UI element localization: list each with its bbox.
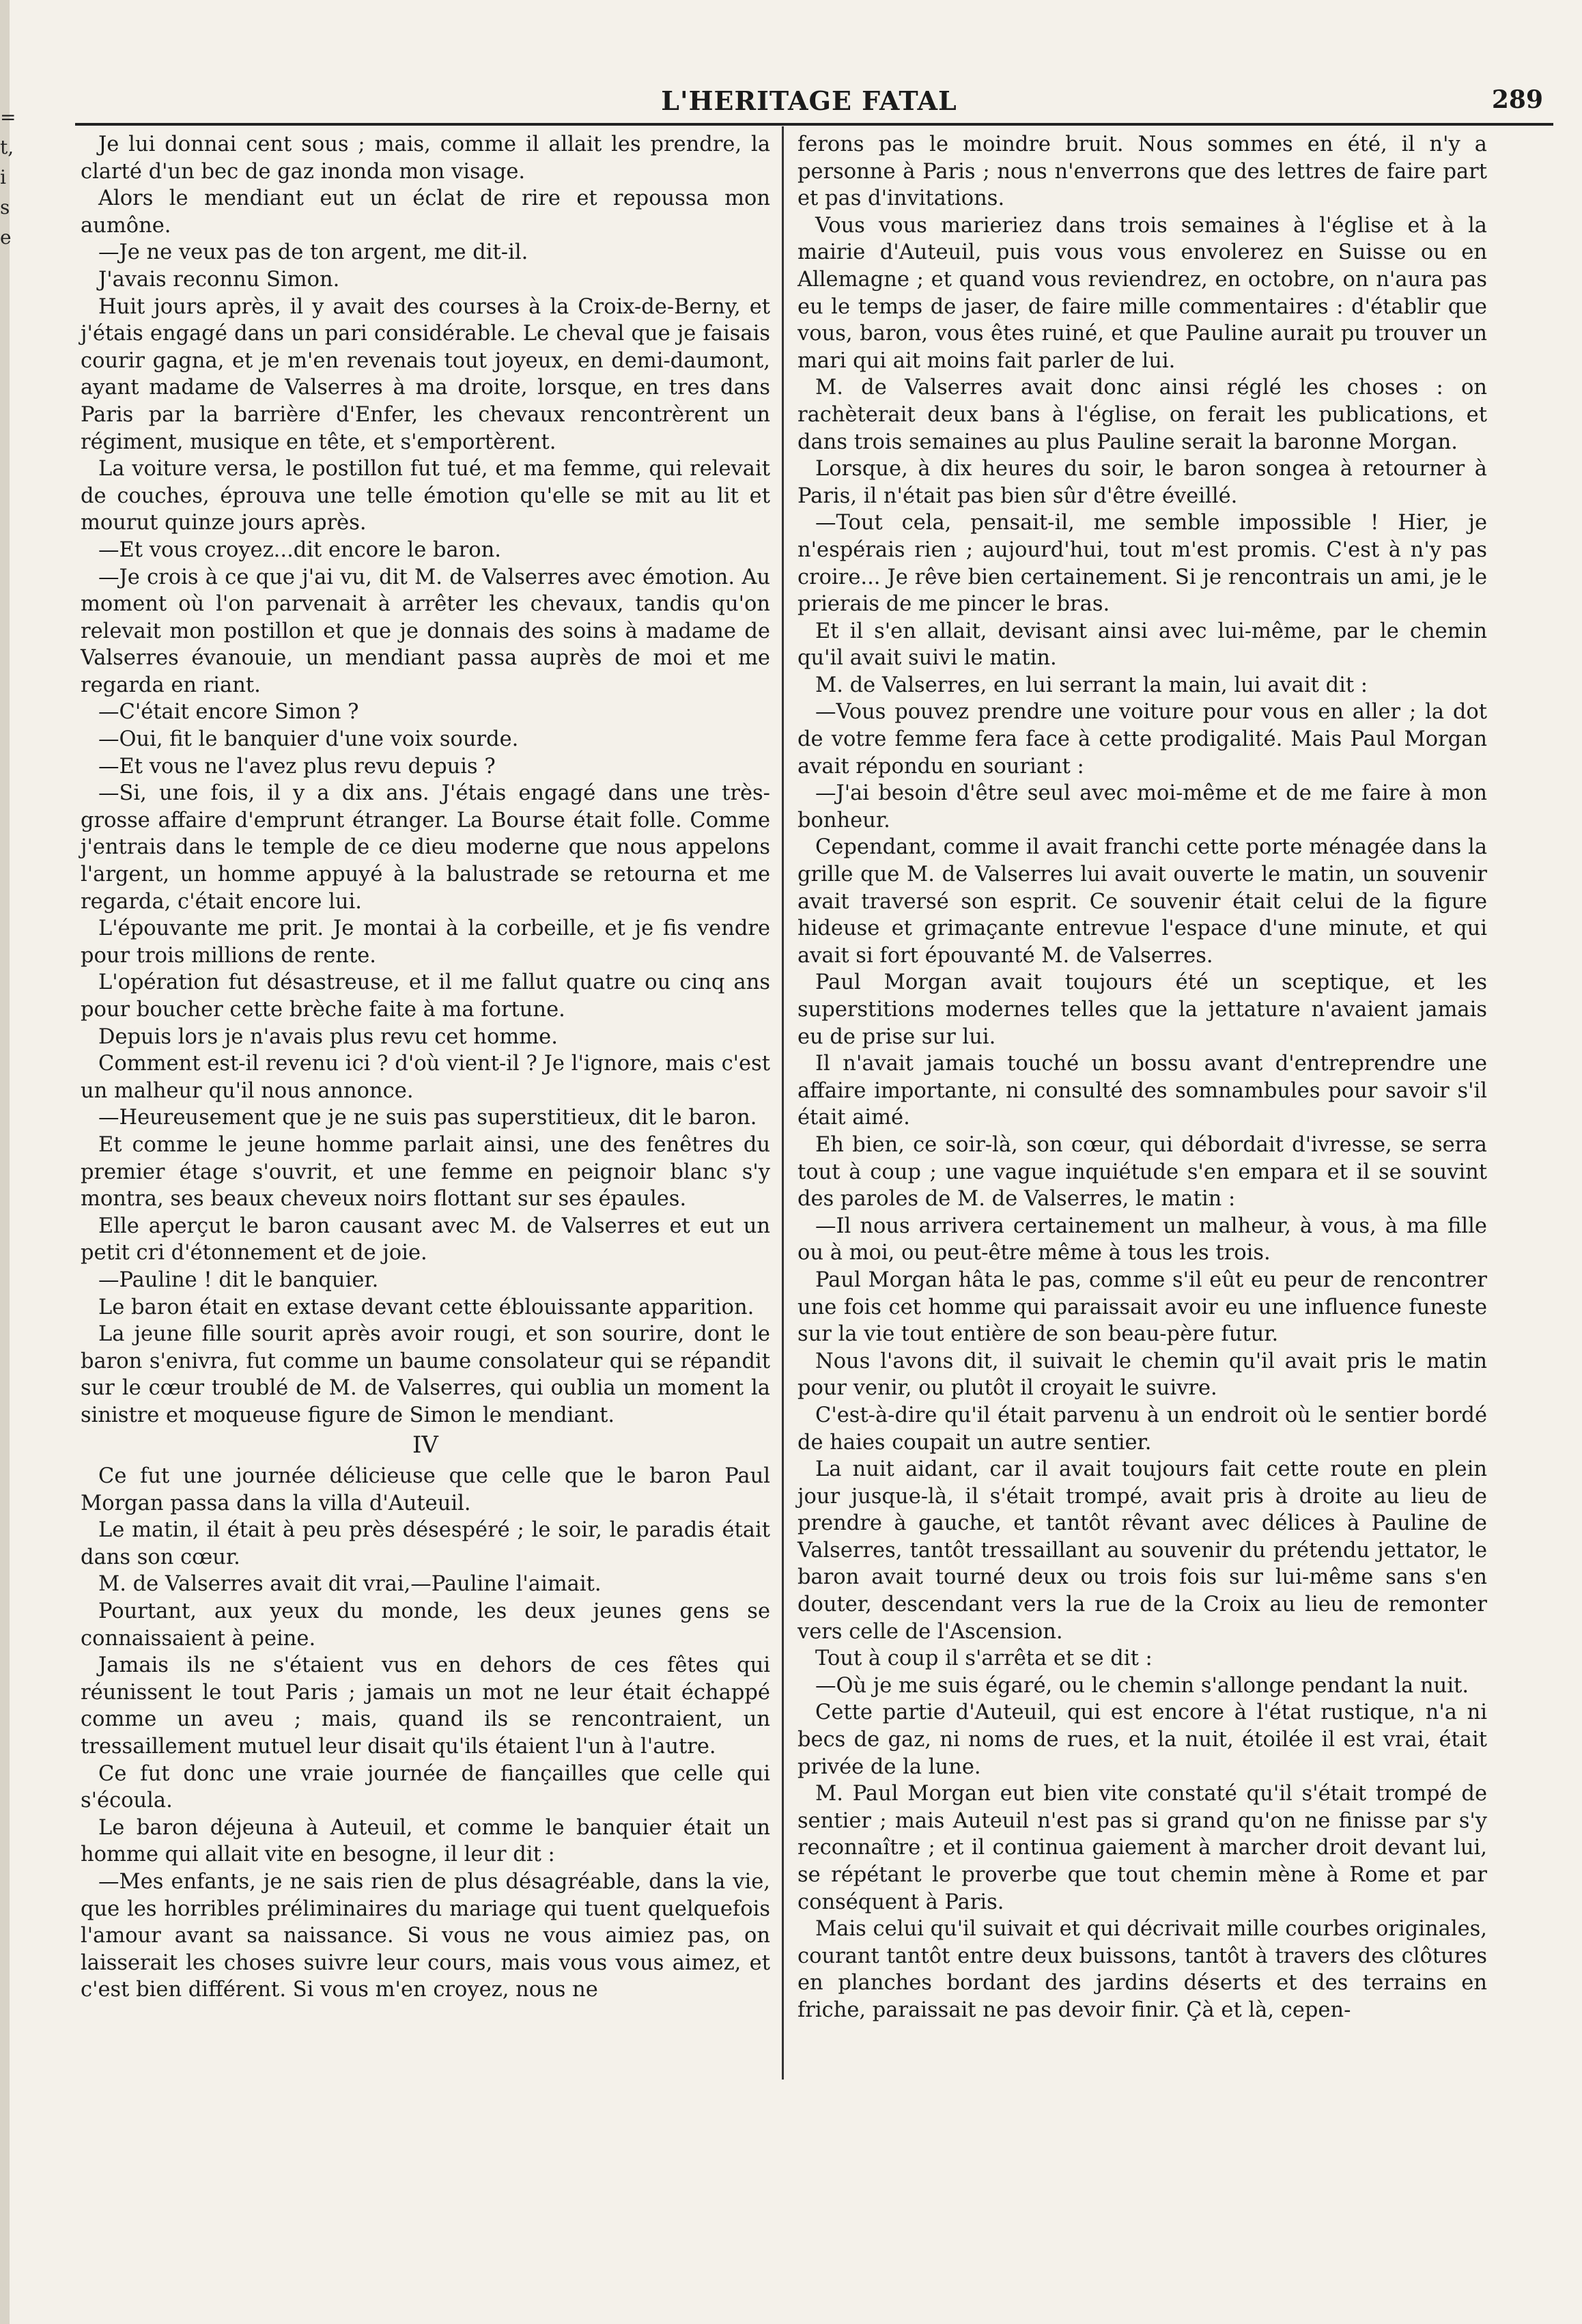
- paragraph: La jeune fille sourit après avoir rougi, et son sourire, dont le baron s'enivra, fut comme un baume consolateur qui se répandit sur le cœur troublé de M. de Valserres, qui oublia un moment la sinistre et moqueuse figure de Simon le mendiant.: [81, 1322, 770, 1427]
- paragraph: Et comme le jeune homme parlait ainsi, une des fenêtres du premier étage s'ouvrit, et une femme en peignoir blanc s'y montra, ses beaux cheveux noirs flottant sur ses épaules.: [81, 1132, 770, 1212]
- running-title: L'HERITAGE FATAL: [661, 85, 957, 116]
- left-column: [81, 131, 770, 2004]
- paragraph: Cependant, comme il avait franchi cette porte ménagée dans la grille que M. de Valserres lui avait ouverte le matin, un souvenir avait traversé son esprit. Ce souvenir était celui de la figure hideuse et grimaçante entrevue l'espace d'une minute, et qui avait si fort épouvanté M. de Valserres.: [797, 835, 1487, 968]
- header-rule: [75, 123, 1553, 126]
- paragraph: La nuit aidant, car il avait toujours fait cette route en plein jour jusque-là, il s'était trompé, avait pris à droite au lieu de prendre à gauche, et tantôt rêvant avec délices à Pauline de Valserres, tantôt tressaillant au souvenir du prétendu jettator, le baron avait tourné deux ou trois fois sur lui-même sans s'en douter, descendant vers la rue de la Croix au lieu de remonter vers celle de l'Ascension.: [797, 1457, 1487, 1644]
- paragraph: M. de Valserres avait donc ainsi réglé les choses : on rachèterait deux bans à l'église, on ferait les publications, et dans trois semaines au plus Pauline serait la baronne Morgan.: [797, 376, 1487, 454]
- section-heading: IV: [412, 1431, 438, 1459]
- paragraph: —Où je me suis égaré, ou le chemin s'allonge pendant la nuit.: [815, 1673, 1469, 1698]
- paragraph: Il n'avait jamais touché un bossu avant d'entreprendre une affaire importante, ni consulté des somnambules pour savoir s'il était aimé.: [797, 1052, 1487, 1130]
- paragraph: Tout à coup il s'arrêta et se dit :: [815, 1647, 1153, 1671]
- paragraph: Lorsque, à dix heures du soir, le baron songea à retourner à Paris, il n'était pas bien sûr d'être éveillé.: [797, 457, 1487, 508]
- paragraph: Vous vous marieriez dans trois semaines à l'église et à la mairie d'Auteuil, puis vous vous envolerez en Suisse ou en Allemagne ; et quand vous reviendrez, en octobre, on n'aura pas eu le temps de jaser, de faire mille commentaires : d'établir que vous, baron, vous êtes ruiné, et que Pauline aurait pu trouver un mari qui ait moins fait parler de lui.: [797, 213, 1487, 373]
- paragraph: Eh bien, ce soir-là, son cœur, qui débordait d'ivresse, se serra tout à coup ; une vague inquiétude s'en empara et il se souvint des paroles de M. de Valserres, le matin :: [797, 1132, 1487, 1212]
- margin-mark: s: [0, 196, 10, 219]
- paragraph: La voiture versa, le postillon fut tué, et ma femme, qui relevait de couches, éprouva une telle émotion qu'elle se mit au lit et mourut quinze jours après.: [81, 457, 770, 535]
- paragraph: —Tout cela, pensait-il, me semble impossible ! Hier, je n'espérais rien ; aujourd'hui, tout m'est promis. C'est à n'y pas croire... Je rêve bien certainement. Si je rencontrais un ami, je le prierais de me pincer le bras.: [797, 511, 1487, 617]
- paragraph: M. Paul Morgan eut bien vite constaté qu'il s'était trompé de sentier ; mais Auteuil n'est pas si grand qu'on ne finisse par s'y reconnaître ; et il continua gaiement à marcher droit devant lui, se répétant le proverbe que tout chemin mène à Rome et par conséquent à Paris.: [797, 1782, 1487, 1914]
- margin-mark: t,: [0, 136, 14, 158]
- paragraph: Ce fut une journée délicieuse que celle que le baron Paul Morgan passa dans la villa d'Auteuil.: [81, 1464, 770, 1515]
- paragraph: L'opération fut désastreuse, et il me fallut quatre ou cinq ans pour boucher cette brèche faite à ma fortune.: [81, 970, 770, 1022]
- paragraph: Je lui donnai cent sous ; mais, comme il allait les prendre, la clarté d'un bec de gaz inonda mon visage.: [81, 132, 770, 184]
- paragraph: —Si, une fois, il y a dix ans. J'étais engagé dans une très-grosse affaire d'emprunt étranger. La Bourse était folle. Comme j'entrais dans le temple de ce dieu moderne que nous appelons l'argent, un homme appuyé à la balustrade se retourna et me regarda, c'était encore lui.: [81, 781, 770, 914]
- paragraph: Ce fut donc une vraie journée de fiançailles que celle qui s'écoula.: [81, 1761, 770, 1813]
- paragraph: C'est-à-dire qu'il était parvenu à un endroit où le sentier bordé de haies coupait un autre sentier.: [797, 1403, 1487, 1455]
- margin-mark: =: [0, 106, 16, 128]
- paragraph: —Oui, fit le banquier d'une voix sourde.: [98, 727, 519, 752]
- page-header: [75, 85, 1543, 126]
- paragraph: Alors le mendiant eut un éclat de rire et repoussa mon aumône.: [81, 186, 770, 238]
- binding-edge: [0, 0, 10, 2324]
- paragraph: Pourtant, aux yeux du monde, les deux jeunes gens se connaissaient à peine.: [81, 1599, 770, 1651]
- paragraph: Le matin, il était à peu près désespéré ; le soir, le paradis était dans son cœur.: [81, 1518, 770, 1569]
- paragraph: —J'ai besoin d'être seul avec moi-même et de me faire à mon bonheur.: [797, 781, 1487, 832]
- paragraph: —Je ne veux pas de ton argent, me dit-il.: [98, 240, 528, 265]
- paragraph: L'épouvante me prit. Je montai à la corbeille, et je fis vendre pour trois millions de rente.: [81, 916, 770, 968]
- margin-mark: e: [0, 226, 12, 249]
- paragraph: —Et vous ne l'avez plus revu depuis ?: [98, 754, 496, 779]
- paragraph: —Mes enfants, je ne sais rien de plus désagréable, dans la vie, que les horribles préliminaires du mariage qui tuent quelquefois l'amour avant sa naissance. Si vous ne vous aimiez pas, on laisserait les choses suivre leur cours, mais vous vous aimez, et c'est bien différent. Si vous m'en croyez, nous ne: [81, 1870, 770, 2002]
- paragraph: Paul Morgan avait toujours été un sceptique, et les superstitions modernes telles que la jettature n'avaient jamais eu de prise sur lui.: [797, 970, 1487, 1049]
- paragraph: Le baron était en extase devant cette éblouissante apparition.: [98, 1295, 754, 1319]
- paragraph: Depuis lors je n'avais plus revu cet homme.: [98, 1024, 558, 1049]
- paragraph: Comment est-il revenu ici ? d'où vient-il ? Je l'ignore, mais c'est un malheur qu'il nous annonce.: [81, 1052, 770, 1103]
- paragraph: M. de Valserres avait dit vrai,—Pauline l'aimait.: [98, 1572, 602, 1597]
- paragraph: Elle aperçut le baron causant avec M. de Valserres et eut un petit cri d'étonnement et de joie.: [81, 1214, 770, 1265]
- margin-marks: [0, 102, 27, 253]
- paragraph: J'avais reconnu Simon.: [98, 267, 340, 292]
- paragraph: ferons pas le moindre bruit. Nous sommes en été, il n'y a personne à Paris ; nous n'enverrons que des lettres de faire part et pas d'invitations.: [797, 132, 1487, 211]
- right-column: [797, 131, 1487, 2024]
- paragraph: Nous l'avons dit, il suivait le chemin qu'il avait pris le matin pour venir, ou plutôt il croyait le suivre.: [797, 1349, 1487, 1401]
- paragraph: —Vous pouvez prendre une voiture pour vous en aller ; la dot de votre femme fera face à cette prodigalité. Mais Paul Morgan avait répondu en souriant :: [797, 700, 1487, 779]
- column-divider: [782, 126, 784, 2080]
- paragraph: —Je crois à ce que j'ai vu, dit M. de Valserres avec émotion. Au moment où l'on parvenait à arrêter les chevaux, tandis qu'on relevait mon postillon et que je donnais des soins à madame de Valserres évanouie, un mendiant passa auprès de moi et me regarda en riant.: [81, 565, 770, 697]
- paragraph: Et il s'en allait, devisant ainsi avec lui-même, par le chemin qu'il avait suivi le matin.: [797, 619, 1487, 671]
- paragraph: Cette partie d'Auteuil, qui est encore à l'état rustique, n'a ni becs de gaz, ni noms de rues, et la nuit, étoilée il est vrai, était privée de la lune.: [797, 1700, 1487, 1779]
- page-number: 289: [1491, 85, 1543, 114]
- margin-mark: i: [0, 166, 6, 188]
- paragraph: Paul Morgan hâta le pas, comme s'il eût eu peur de rencontrer une fois cet homme qui paraissait avoir eu une influence funeste sur la vie tout entière de son beau-père futur.: [797, 1268, 1487, 1347]
- paragraph: Jamais ils ne s'étaient vus en dehors de ces fêtes qui réunissent le tout Paris ; jamais un mot ne leur était échappé comme un aveu ; mais, quand ils se rencontraient, un tressaillement mutuel leur disait qu'ils étaient l'un à l'autre.: [81, 1653, 770, 1759]
- paragraph: —Heureusement que je ne suis pas superstitieux, dit le baron.: [98, 1106, 757, 1130]
- paragraph: Mais celui qu'il suivait et qui décrivait mille courbes originales, courant tantôt entre deux buissons, tantôt à travers des clôtures en planches bordant des jardins déserts et des terrains en friche, paraissait ne pas devoir finir. Çà et là, cepen-: [797, 1917, 1487, 2022]
- paragraph: —Il nous arrivera certainement un malheur, à vous, à ma fille ou à moi, ou peut-être même à tous les trois.: [797, 1214, 1487, 1265]
- paragraph: —C'était encore Simon ?: [98, 700, 359, 725]
- paragraph: Huit jours après, il y avait des courses à la Croix-de-Berny, et j'étais engagé dans un pari considérable. Le cheval que je faisais courir gagna, et je m'en revenais tout joyeux, en demi-daumont, ayant madame de Valserres à ma droite, lorsque, en tres dans Paris par la barrière d'Enfer, les chevaux rencontrèrent un régiment, musique en tête, et s'emportèrent.: [81, 294, 770, 454]
- paragraph: M. de Valserres, en lui serrant la main, lui avait dit :: [815, 673, 1368, 697]
- paragraph: Le baron déjeuna à Auteuil, et comme le banquier était un homme qui allait vite en besogne, il leur dit :: [81, 1815, 770, 1867]
- paragraph: —Et vous croyez...dit encore le baron.: [98, 537, 501, 562]
- paragraph: —Pauline ! dit le banquier.: [98, 1268, 379, 1292]
